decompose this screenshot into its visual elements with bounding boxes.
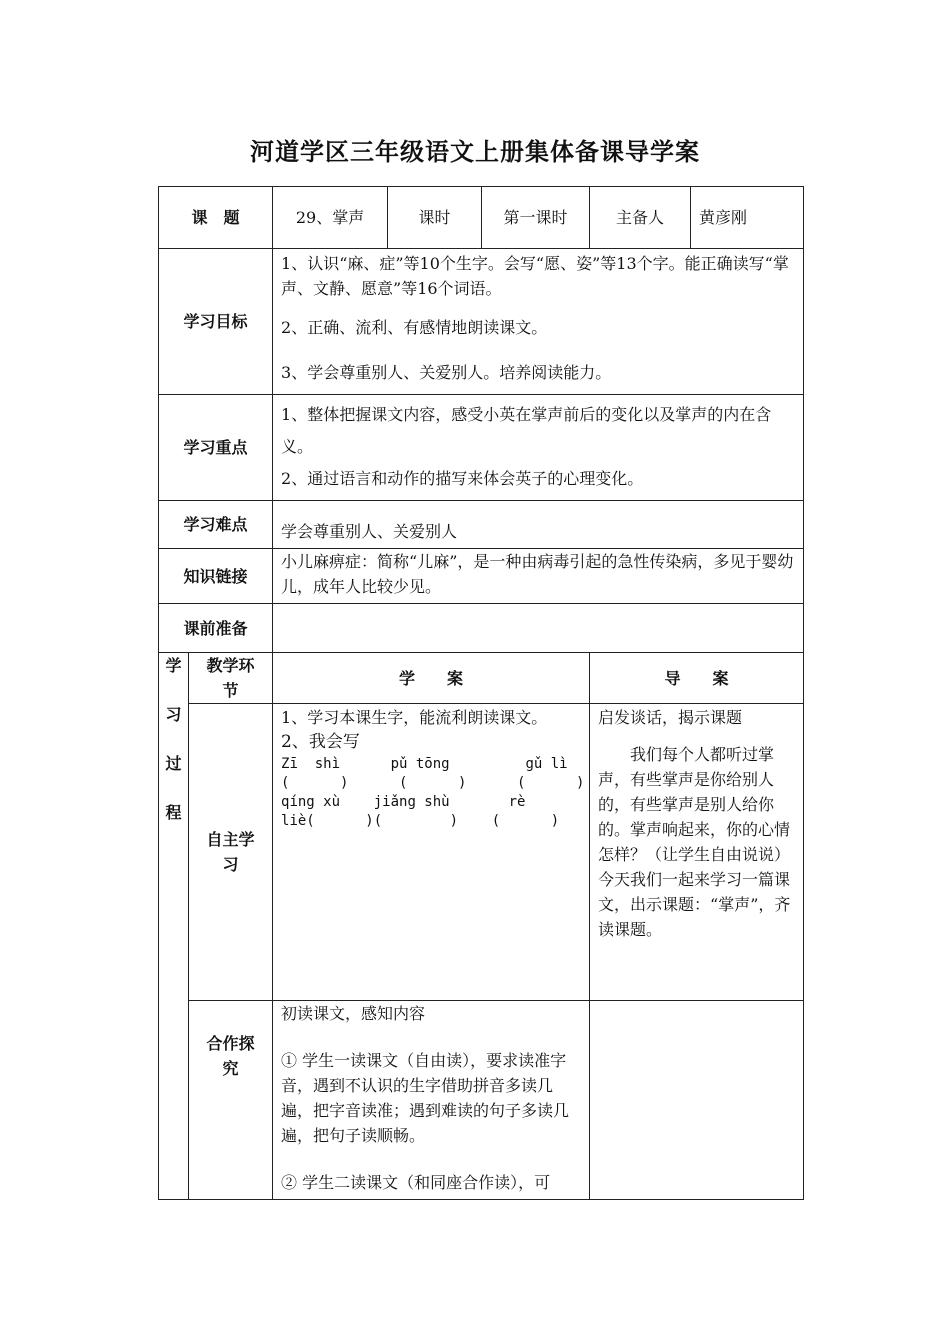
self-study-row — [159, 704, 804, 1001]
stage-header: 教学环节 — [189, 653, 273, 704]
cooperate-row — [159, 1001, 804, 1200]
period-label: 课时 — [388, 187, 482, 249]
focus-content — [273, 395, 804, 501]
process-side-label: 学 习 过 程 — [159, 653, 189, 1200]
cooperate-line: 初读课文，感知内容 — [281, 1004, 426, 1023]
page-title: 河道学区三年级语文上册集体备课导学案 — [250, 138, 700, 166]
topic-value: 29、掌声 — [273, 187, 388, 249]
prep-content — [273, 604, 804, 653]
goal-item: 3、学会尊重别人、关爱别人。培养阅读能力。 — [281, 363, 612, 382]
focus-label: 学习重点 — [159, 395, 273, 501]
goal-item: 1、认识“麻、症”等10个生字。会写“愿、姿”等13个字。能正确读写“掌声、文静、愿意”等16个词语。 — [281, 254, 789, 298]
cooperate-guide — [590, 1001, 804, 1200]
guide-paragraph: 我们每个人都听过掌声，有些掌声是你给别人的，有些掌声是别人给你的。掌声响起来，你的心情怎样？（让学生自由说说）今天我们一起来学习一篇课文，出示课题：“掌声”，齐读课题。 — [598, 745, 791, 939]
pinyin-row: Zī shì pǔ tōng gǔ lì — [281, 756, 568, 772]
goals-row — [159, 249, 804, 395]
study-header: 学 案 — [273, 653, 590, 704]
self-study-line: 1、学习本课生字，能流利朗读课文。 — [281, 708, 548, 727]
lead-label: 主备人 — [590, 187, 691, 249]
focus-row — [159, 395, 804, 501]
goals-label: 学习目标 — [159, 249, 273, 395]
knowledge-content: 小儿麻痹症：简称“儿麻”，是一种由病毒引起的急性传染病，多见于婴幼儿，成年人比较少见。 — [273, 549, 804, 604]
header-row — [159, 187, 804, 249]
goals-content — [273, 249, 804, 395]
process-header-row — [159, 653, 804, 704]
difficulty-label: 学习难点 — [159, 501, 273, 549]
guide-header: 导 案 — [590, 653, 804, 704]
focus-item: 1、整体把握课文内容，感受小英在掌声前后的变化以及掌声的内在含义。 — [281, 405, 772, 456]
blank-row: liè( )( ) ( ) — [281, 813, 560, 829]
cooperate-content — [273, 1001, 590, 1200]
lead-value: 黄彦刚 — [691, 187, 804, 249]
prep-label: 课前准备 — [159, 604, 273, 653]
self-study-line: 2、我会写 — [281, 732, 360, 752]
knowledge-label: 知识链接 — [159, 549, 273, 604]
cooperate-label: 合作探究 — [189, 1001, 273, 1200]
cooperate-paragraph: ① 学生一读课文（自由读），要求读准字音，遇到不认识的生字借助拼音多读几遍，把字音读准；遇到难读的句子多读几遍，把句子读顺畅。 — [281, 1051, 570, 1145]
prep-row — [159, 604, 804, 653]
self-study-label: 自主学习 — [189, 704, 273, 1001]
self-study-guide — [590, 704, 804, 1001]
focus-item: 2、通过语言和动作的描写来体会英子的心理变化。 — [281, 469, 644, 488]
self-study-content — [273, 704, 590, 1001]
period-value: 第一课时 — [482, 187, 590, 249]
pinyin-row: qíng xù jiǎng shù rè — [281, 794, 526, 810]
cooperate-paragraph: ② 学生二读课文（和同座合作读），可 — [281, 1173, 551, 1192]
difficulty-content: 学会尊重别人、关爱别人 — [273, 501, 804, 549]
lesson-plan-table — [158, 186, 804, 1200]
topic-label: 课 题 — [159, 187, 273, 249]
blank-row: ( ) ( ) ( ) — [281, 775, 585, 791]
difficulty-row — [159, 501, 804, 549]
goal-item: 2、正确、流利、有感情地朗读课文。 — [281, 318, 548, 337]
knowledge-row — [159, 549, 804, 604]
guide-line: 启发谈话，揭示课题 — [598, 708, 743, 727]
